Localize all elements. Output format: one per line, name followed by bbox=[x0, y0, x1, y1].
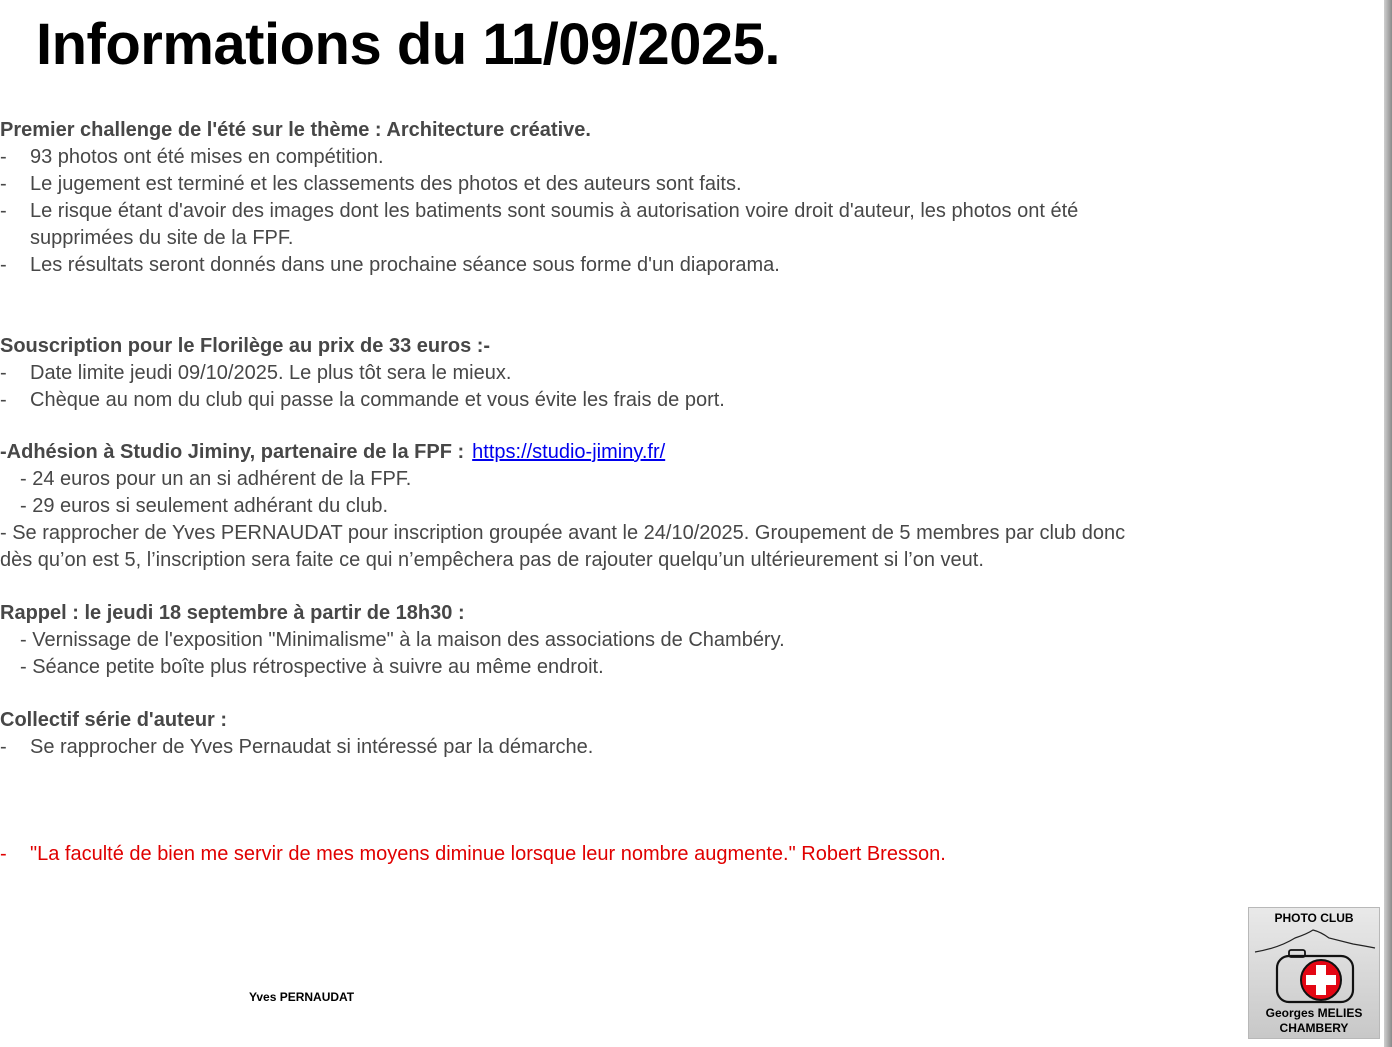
bullet-dash: - bbox=[0, 200, 7, 222]
list-item: - Date limite jeudi 09/10/2025. Le plus tôt sera le mieux. bbox=[0, 360, 1300, 387]
list-item: - Se rapprocher de Yves PERNAUDAT pour inscription groupée avant le 24/10/2025. Groupement de 5 membres par club donc bbox=[0, 522, 1126, 544]
challenge-section bbox=[0, 117, 1300, 279]
souscription-section bbox=[0, 333, 1300, 414]
bullet-dash: - bbox=[0, 254, 7, 276]
list-item: - 29 euros si seulement adhérant du club. bbox=[20, 495, 388, 517]
bullet-dash: - bbox=[0, 736, 7, 758]
list-item: - Les résultats seront donnés dans une prochaine séance sous forme d'un diaporama. bbox=[0, 252, 1300, 279]
adhesion-section bbox=[0, 439, 1300, 574]
bullet-dash: - bbox=[0, 389, 7, 411]
list-item-continuation: supprimées du site de la FPF. bbox=[30, 227, 294, 249]
author-name: Yves PERNAUDAT bbox=[249, 990, 355, 1004]
page-edge-shadow bbox=[1384, 0, 1392, 1047]
bullet-dash: - bbox=[0, 146, 7, 168]
list-item: - Vernissage de l'exposition "Minimalisme" à la maison des associations de Chambéry. bbox=[20, 629, 785, 651]
quote-text: - "La faculté de bien me servir de mes moyens diminue lorsque leur nombre augmente." Robert Bresson. bbox=[0, 841, 1300, 868]
bullet-dash: - bbox=[0, 173, 7, 195]
list-item: - Le risque étant d'avoir des images dont les batiments sont soumis à autorisation voire droit d'auteur, les photos ont été bbox=[0, 198, 1300, 225]
rappel-heading: Rappel : le jeudi 18 septembre à partir de 18h30 : bbox=[0, 602, 465, 624]
souscription-heading: Souscription pour le Florilège au prix de 33 euros :- bbox=[0, 335, 491, 357]
quote-section bbox=[0, 841, 1300, 868]
list-item: - Se rapprocher de Yves Pernaudat si intéressé par la démarche. bbox=[0, 734, 1300, 761]
list-item: - 24 euros pour un an si adhérent de la FPF. bbox=[20, 468, 412, 490]
logo-top-text: PHOTO CLUB bbox=[1274, 911, 1354, 925]
list-item: - 93 photos ont été mises en compétition. bbox=[0, 144, 1300, 171]
list-item-continuation: dès qu’on est 5, l’inscription sera faite ce qui n’empêchera pas de rajouter quelqu’un ultérieurement si l’on veut. bbox=[0, 549, 984, 571]
bullet-dash: - bbox=[0, 362, 7, 384]
collectif-section bbox=[0, 707, 1300, 761]
challenge-heading: Premier challenge de l'été sur le thème : Architecture créative. bbox=[0, 119, 591, 141]
logo-bottom-text-2: CHAMBERY bbox=[1279, 1021, 1349, 1035]
rappel-section bbox=[0, 600, 1300, 681]
logo-bottom-text-1: Georges MELIES bbox=[1265, 1006, 1363, 1020]
photo-club-logo bbox=[1248, 907, 1380, 1039]
adhesion-heading: -Adhésion à Studio Jiminy, partenaire de la FPF : https://studio-jiminy.fr/ bbox=[0, 441, 666, 463]
list-item: - Séance petite boîte plus rétrospective à suivre au même endroit. bbox=[20, 656, 604, 678]
collectif-heading: Collectif série d'auteur : bbox=[0, 709, 228, 731]
page-title: Informations du 11/09/2025. bbox=[36, 12, 781, 77]
bullet-dash: - bbox=[0, 843, 7, 865]
studio-jiminy-link[interactable]: https://studio-jiminy.fr/ bbox=[472, 441, 666, 463]
list-item: - Le jugement est terminé et les classements des photos et des auteurs sont faits. bbox=[0, 171, 1300, 198]
list-item: - Chèque au nom du club qui passe la commande et vous évite les frais de port. bbox=[0, 387, 1300, 414]
